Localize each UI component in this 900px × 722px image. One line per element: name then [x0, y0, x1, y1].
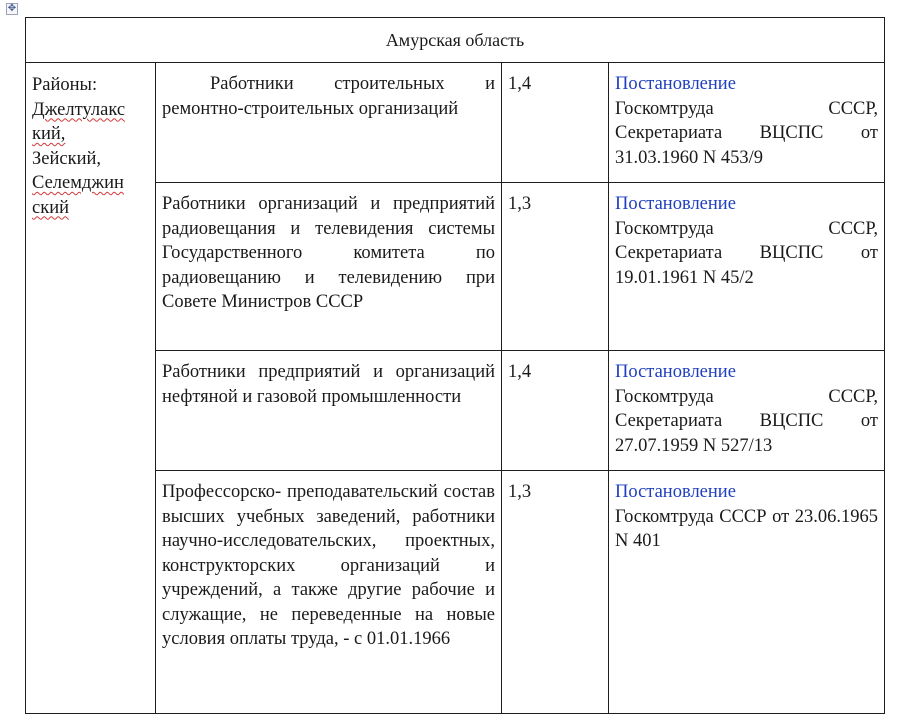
description-text: Работники организаций и предприятий радиовещания и телевидения системы Государственного комитета по радиовещанию и телевидению при Совете Министров СССР	[162, 194, 495, 312]
district-name: Зейский,	[32, 148, 102, 169]
basis-cell	[609, 63, 885, 183]
districts-label: Районы:	[32, 75, 98, 95]
coefficient-table	[25, 17, 885, 714]
description-cell	[156, 183, 502, 351]
districts-cell	[26, 63, 156, 714]
basis-cell	[609, 351, 885, 471]
basis-text: Госкомтруда СССР от 23.06.1965 N 401	[615, 506, 878, 551]
coefficient-cell: 1,3	[502, 471, 609, 714]
coefficient-cell: 1,4	[502, 63, 609, 183]
coefficient-cell: 1,4	[502, 351, 609, 471]
doc-type-label: Постановление	[615, 482, 736, 502]
description-text: Работники предприятий и организаций нефтяной и газовой промышленности	[162, 362, 495, 407]
coefficient-cell: 1,3	[502, 183, 609, 351]
description-cell	[156, 63, 502, 183]
description-cell	[156, 351, 502, 471]
description-cell	[156, 471, 502, 714]
description-text: Профессорско- преподавательский состав высших учебных заведений, работники научно-исследовательских, проектных, конструкторских организаций и учреждений, а также другие рабочие и служащие, не переведенные на новые условия оплаты труда, - с 01.01.1966	[162, 482, 495, 649]
region-title: Амурская область	[26, 18, 885, 63]
description-text: Работники строительных и ремонтно-строительных организаций	[162, 74, 495, 119]
basis-cell	[609, 471, 885, 714]
basis-cell	[609, 183, 885, 351]
basis-text: Госкомтруда СССР, Секретариата ВЦСПС от 27.07.1959 N 527/13	[615, 386, 878, 456]
district-name: Джелтулакс кий,	[32, 99, 126, 144]
coefficient-table-container	[25, 17, 884, 714]
table-move-handle-icon[interactable]: ✥	[7, 3, 17, 14]
doc-type-label: Постановление	[615, 194, 736, 214]
table-header-row	[26, 18, 885, 63]
doc-type-label: Постановление	[615, 362, 736, 382]
district-name: Селемджин ский	[32, 173, 124, 218]
basis-text: Госкомтруда СССР, Секретариата ВЦСПС от 19.01.1961 N 45/2	[615, 218, 878, 288]
basis-text: Госкомтруда СССР, Секретариата ВЦСПС от 31.03.1960 N 453/9	[615, 98, 878, 168]
table-row	[26, 63, 885, 183]
doc-type-label: Постановление	[615, 74, 736, 94]
